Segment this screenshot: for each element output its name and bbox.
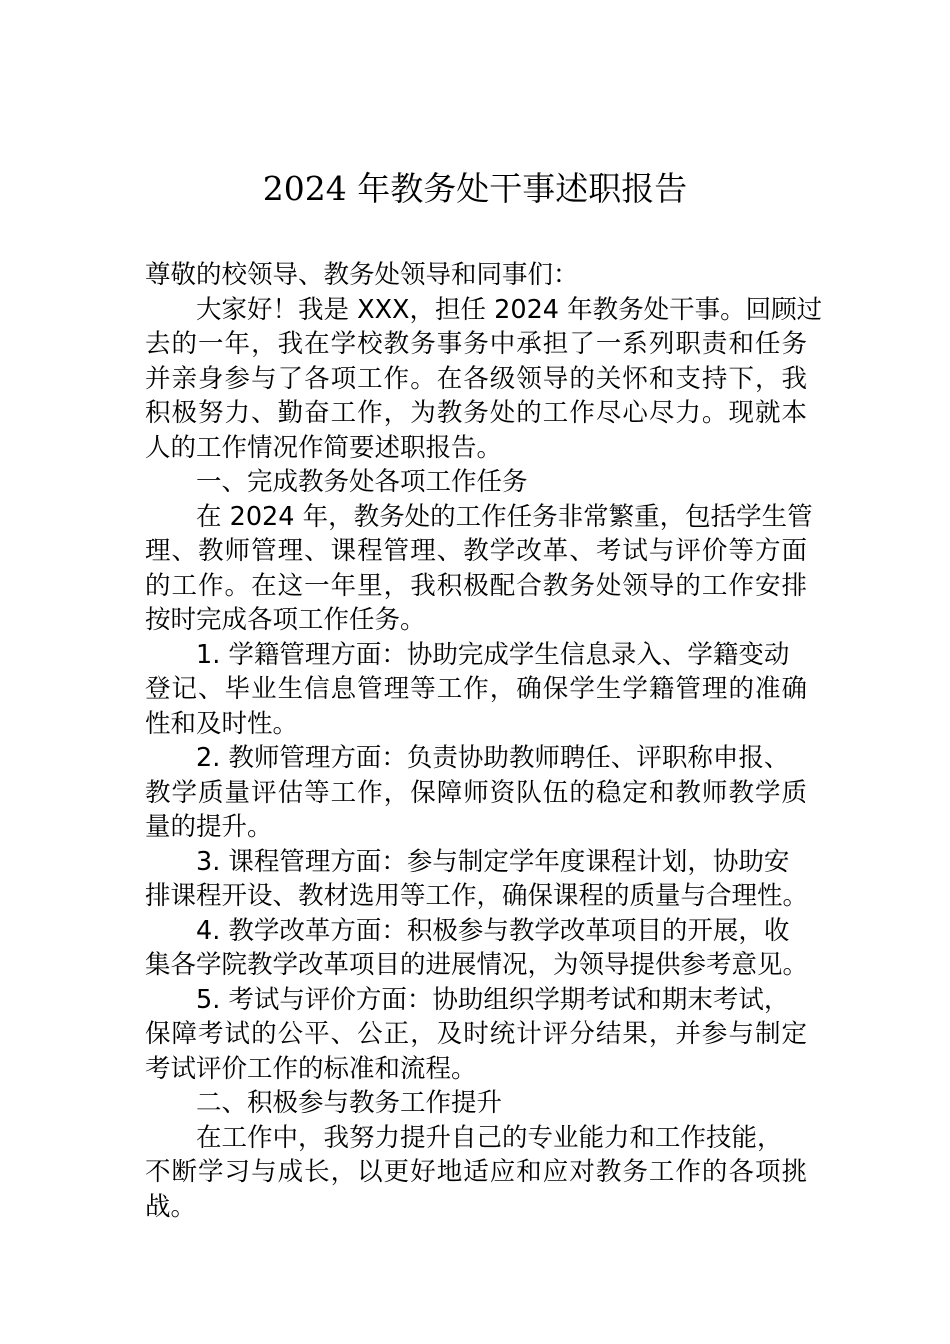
paragraph-line: 并亲身参与了各项工作。在各级领导的关怀和支持下，我: [145, 363, 807, 394]
paragraph-line: 积极努力、勤奋工作，为教务处的工作尽心尽力。现就本: [145, 398, 807, 428]
paragraph-line: 理、教师管理、课程管理、教学改革、考试与评价等方面: [145, 536, 807, 566]
paragraph-line: 去的一年，我在学校教务事务中承担了一系列职责和任务: [145, 329, 807, 359]
list-item-line: 5. 考试与评价方面：协助组织学期考试和期末考试，: [196, 984, 790, 1015]
list-item-line: 4. 教学改革方面：积极参与教学改革项目的开展，收: [196, 915, 790, 946]
list-item-line: 考试评价工作的标准和流程。: [145, 1053, 477, 1084]
list-item-line: 3. 课程管理方面：参与制定学年度课程计划，协助安: [196, 846, 790, 877]
list-item-line: 教学质量评估等工作，保障师资队伍的稳定和教师教学质: [145, 777, 807, 808]
paragraph-line: 人的工作情况作简要述职报告。: [145, 432, 503, 463]
paragraph-line: 大家好！我是 XXX，担任 2024 年教务处干事。回顾过: [196, 294, 823, 325]
paragraph-line: 的工作。在这一年里，我积极配合教务处领导的工作安排: [145, 570, 807, 601]
list-item-line: 1. 学籍管理方面：协助完成学生信息录入、学籍变动: [196, 639, 790, 670]
paragraph-line: 在工作中，我努力提升自己的专业能力和工作技能，: [196, 1122, 783, 1153]
document-body: [145, 258, 823, 1224]
paragraph-line: 在 2024 年，教务处的工作任务非常繁重，包括学生管: [196, 501, 813, 532]
section-heading: 一、完成教务处各项工作任务: [196, 467, 528, 497]
list-item-line: 2. 教师管理方面：负责协助教师聘任、评职称申报、: [196, 743, 790, 773]
paragraph-line: 按时完成各项工作任务。: [145, 605, 426, 635]
section-heading: 二、积极参与教务工作提升: [196, 1088, 503, 1118]
page-title: 2024 年教务处干事述职报告: [262, 169, 688, 208]
salutation-line: 尊敬的校领导、教务处领导和同事们：: [145, 260, 579, 290]
list-item-line: 排课程开设、教材选用等工作，确保课程的质量与合理性。: [145, 881, 809, 911]
paragraph-line: 不断学习与成长，以更好地适应和应对教务工作的各项挑: [145, 1157, 807, 1187]
list-item-line: 保障考试的公平、公正，及时统计评分结果，并参与制定: [145, 1019, 807, 1049]
list-item-line: 量的提升。: [145, 812, 273, 842]
list-item-line: 集各学院教学改革项目的进展情况，为领导提供参考意见。: [145, 950, 809, 980]
paragraph-line: 战。: [145, 1191, 197, 1222]
list-item-line: 性和及时性。: [145, 708, 299, 739]
list-item-line: 登记、毕业生信息管理等工作，确保学生学籍管理的准确: [145, 674, 807, 704]
